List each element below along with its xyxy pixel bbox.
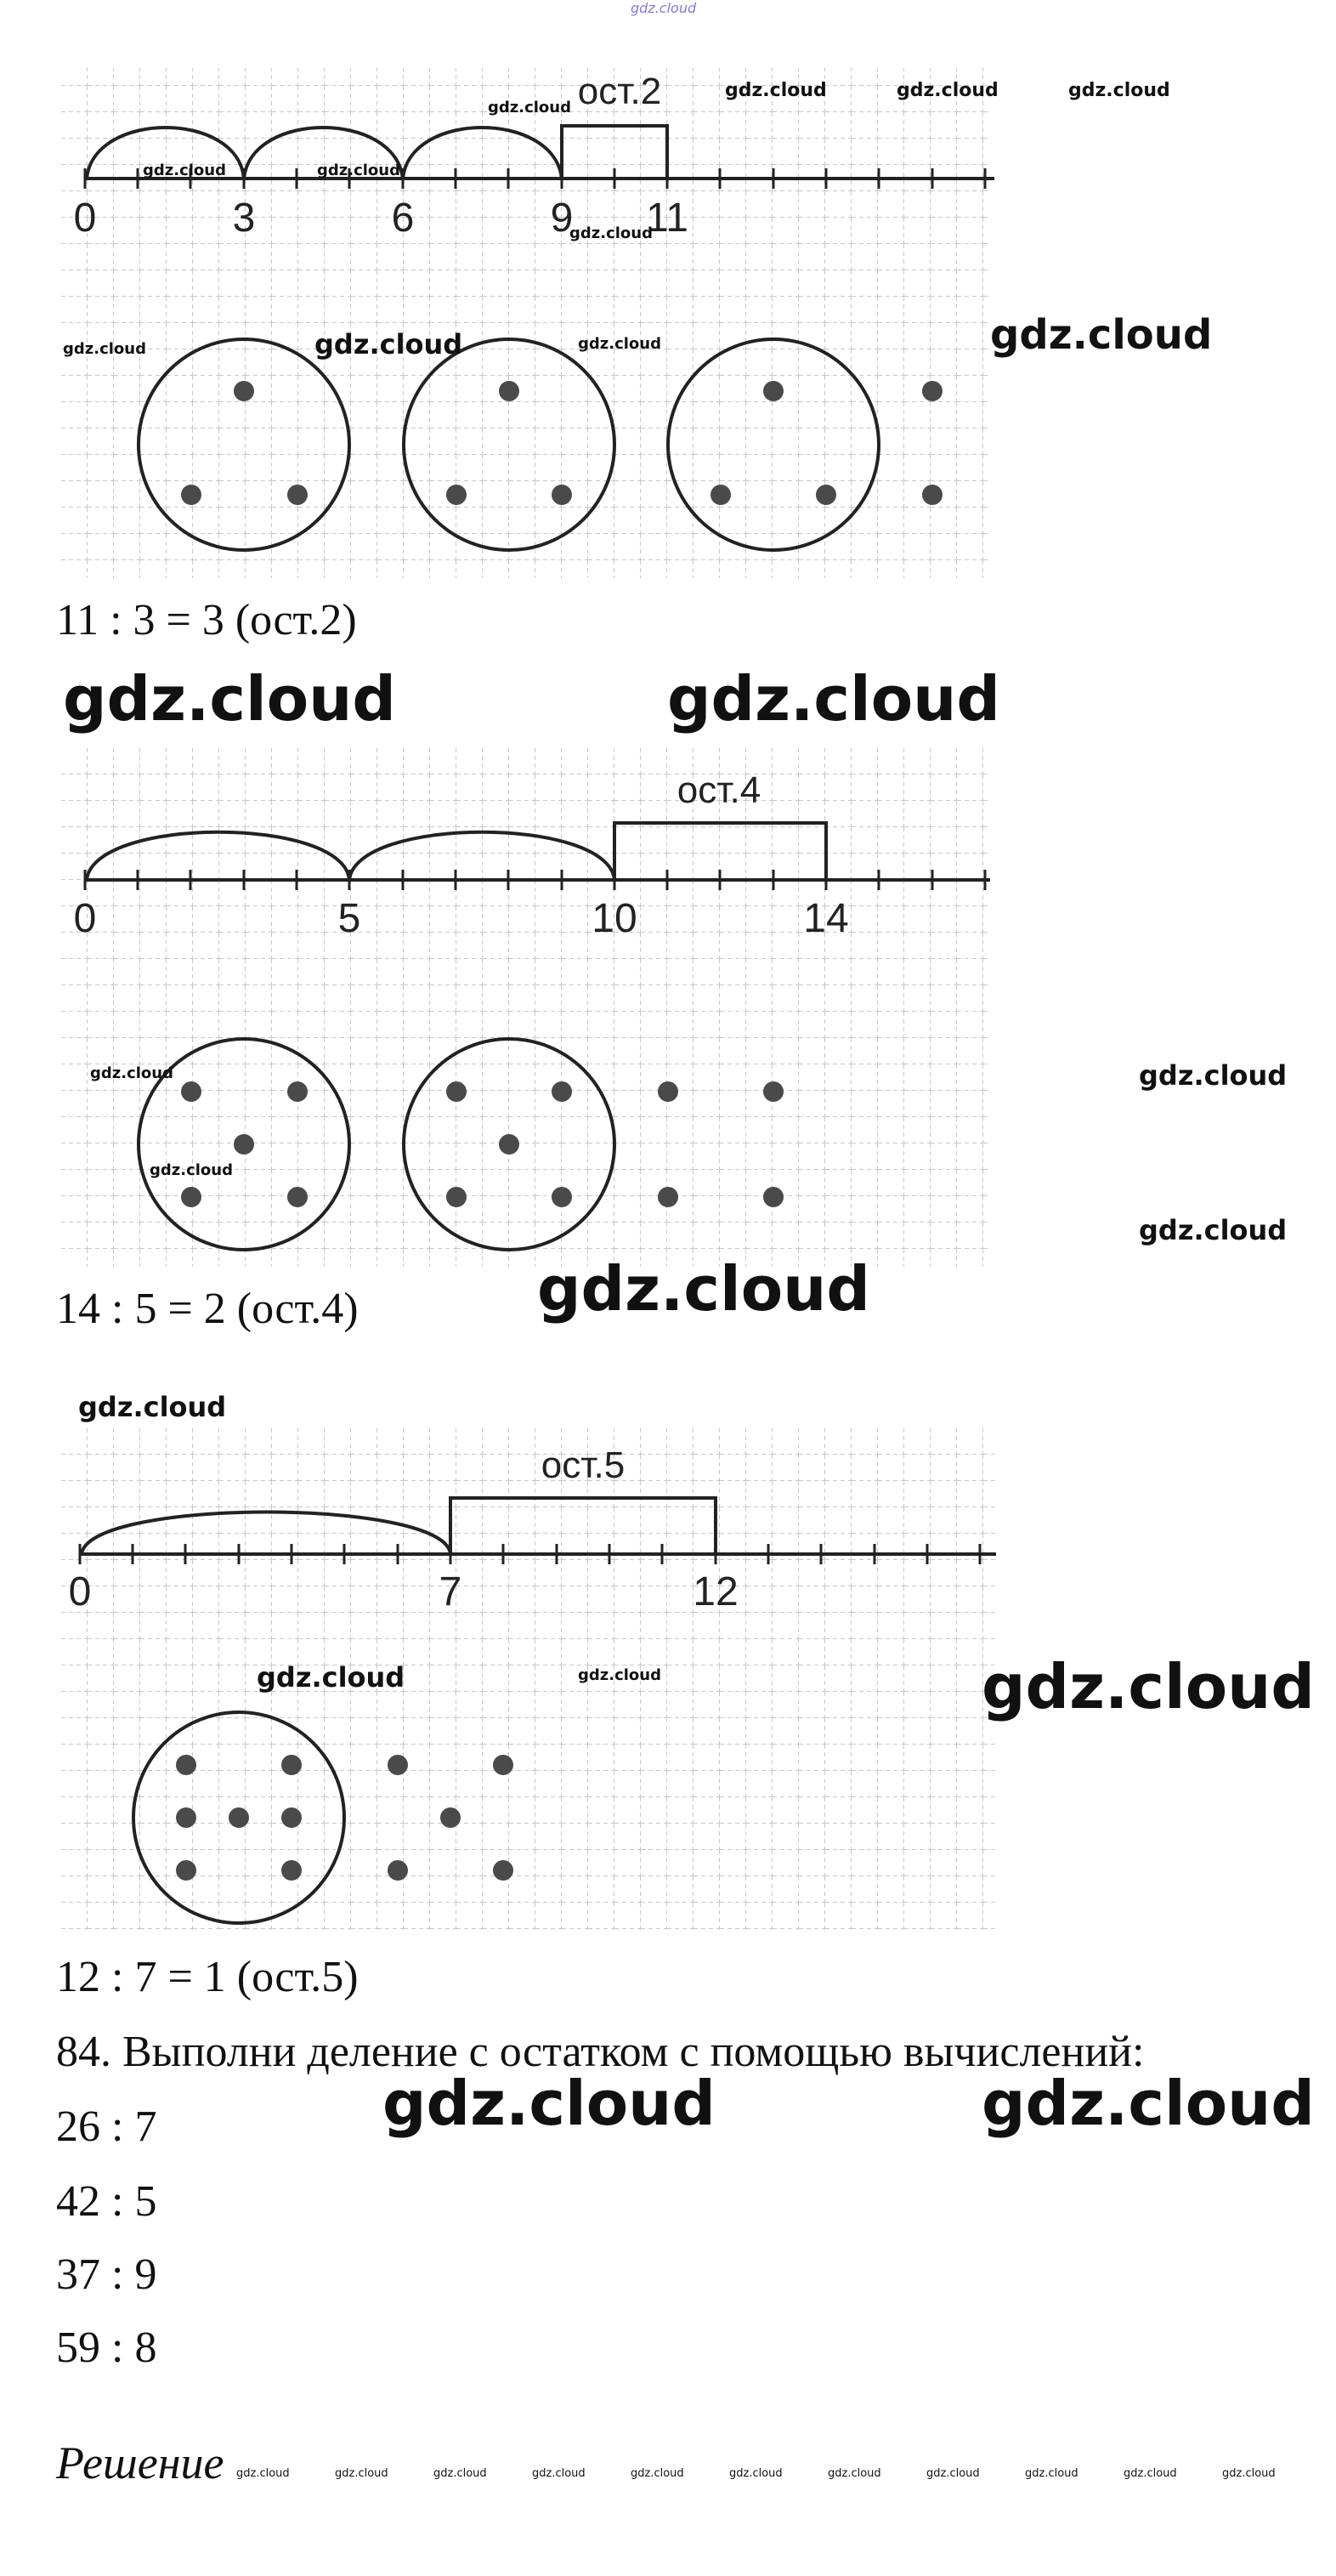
solution-label: Решение [56, 2437, 224, 2488]
grid [61, 1428, 996, 1930]
watermark: gdz.cloud [1222, 2467, 1276, 2480]
tick-label: 6 [391, 196, 415, 241]
task-item: 59 : 8 [56, 2324, 157, 2372]
watermark: gdz.cloud [1139, 1214, 1288, 1246]
tick-label: 5 [337, 896, 361, 941]
watermark: gdz.cloud [382, 2068, 716, 2139]
watermark: gdz.cloud [667, 663, 1000, 735]
figure-2 [0, 748, 1336, 1275]
tick-label: 0 [73, 196, 97, 241]
tick-label: 0 [68, 1569, 92, 1614]
watermark: gdz.cloud [926, 2467, 980, 2480]
equation-1: 11 : 3 = 3 (ост.2) [56, 596, 357, 644]
grid [61, 68, 988, 578]
tick-label: 0 [73, 896, 97, 941]
tick-label: 3 [232, 196, 256, 241]
watermark: gdz.cloud [236, 2467, 290, 2480]
watermark: gdz.cloud [335, 2467, 388, 2480]
watermark: gdz.cloud [1124, 2467, 1177, 2480]
watermark: gdz.cloud [257, 1661, 405, 1694]
watermark: gdz.cloud [982, 2068, 1315, 2139]
watermark: gdz.cloud [729, 2467, 783, 2480]
task-item: 42 : 5 [56, 2177, 157, 2226]
watermark: gdz.cloud [578, 1666, 661, 1684]
watermark: gdz.cloud [1139, 1059, 1288, 1092]
remainder-label: ост.4 [676, 769, 761, 811]
watermark: gdz.cloud [314, 328, 463, 360]
watermark: gdz.cloud [578, 335, 661, 353]
watermark: gdz.cloud [631, 2467, 684, 2480]
watermark: gdz.cloud [317, 162, 400, 179]
watermark: gdz.cloud [828, 2467, 881, 2480]
grid [61, 748, 988, 1267]
watermark: gdz.cloud [150, 1161, 233, 1179]
equation-3: 12 : 7 = 1 (ост.5) [56, 1953, 359, 2001]
task-item: 26 : 7 [56, 2102, 157, 2151]
tick-label: 12 [693, 1569, 739, 1614]
watermark: gdz.cloud [532, 2467, 586, 2480]
task-heading: 84. Выполни деление с остатком с помощью вычислений: [56, 2028, 1145, 2076]
remainder-label: ост.2 [577, 71, 662, 112]
watermark: gdz.cloud [78, 1391, 227, 1423]
tick-label: 9 [550, 196, 574, 241]
watermark: gdz.cloud [63, 340, 146, 358]
tick-label: 10 [592, 896, 637, 941]
tick-label: 14 [803, 896, 849, 941]
equation-2: 14 : 5 = 2 (ост.4) [56, 1285, 359, 1333]
watermark: gdz.cloud [569, 224, 653, 242]
watermark: gdz.cloud [90, 1064, 173, 1082]
watermark: gdz.cloud [143, 162, 226, 179]
remainder-label: ост.5 [541, 1444, 626, 1486]
figure-2-drawing [0, 748, 1336, 1275]
figure-1 [0, 60, 1336, 595]
watermark: gdz.cloud [488, 99, 571, 116]
figure-3 [0, 1428, 1336, 1938]
task-item: 37 : 9 [56, 2250, 157, 2299]
watermark: gdz.cloud [433, 2467, 487, 2480]
tick-label: 11 [646, 196, 688, 241]
tick-label: 7 [439, 1569, 462, 1614]
watermark: gdz.cloud [725, 80, 827, 101]
watermark: gdz.cloud [990, 311, 1213, 359]
watermark: gdz.cloud [537, 1253, 870, 1325]
watermark: gdz.cloud [982, 1651, 1315, 1722]
watermark: gdz.cloud [1068, 80, 1170, 101]
watermark: gdz.cloud [897, 80, 999, 101]
watermark: gdz.cloud [63, 663, 396, 735]
watermark: gdz.cloud [631, 0, 697, 16]
watermark: gdz.cloud [1025, 2467, 1078, 2480]
